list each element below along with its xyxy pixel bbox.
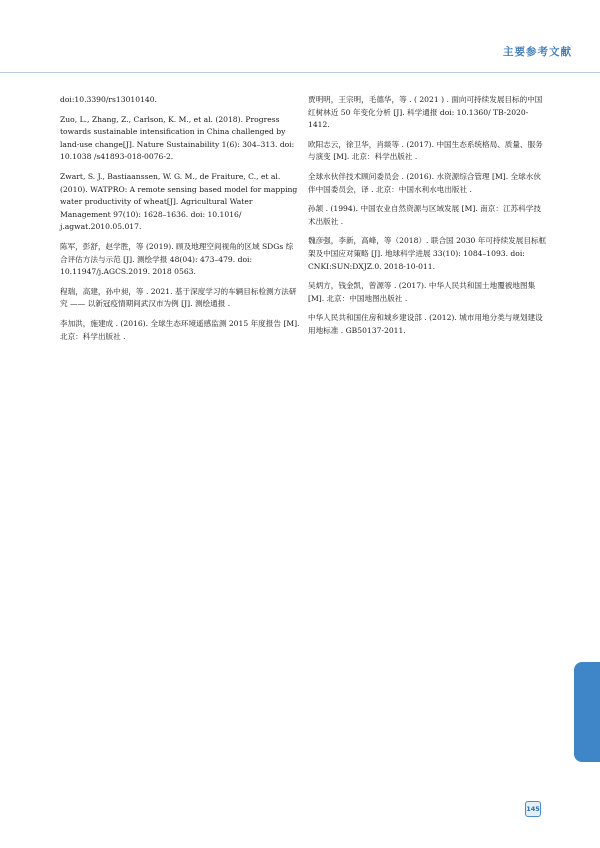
page-number: 145 [525,801,541,817]
reference-entry: 魏彦强，李新，高峰，等（2018）. 联合国 2030 年可持续发展目标框架及中国应对策略 [J]. 地球科学进展 33(10): 1084–1093. doi: CNKI:SUN:DXJZ.0. 2018-10-011. [308,236,547,271]
reference-entry: 全球水伙伴技术顾问委员会 . (2016). 水资源综合管理 [M]. 全球水伙伴中国委员会，译 . 北京：中国水利水电出版社 . [308,171,541,194]
reference-entry: Zwart, S. J., Bastiaanssen, W. G. M., de Fraiture, C., et al. (2010). WATPRO: A remote sensing based model for mapping water productivity of wheat[J]. Agricultural Water Management 97(10): 1628–1636. doi: 10.1016/ j.agwat.2010.05.017. [60,171,298,232]
reference-entry: 吴炳方，钱金凯，曾源等 . (2017). 中华人民共和国土地覆被地图集 [M]. 北京：中国地图出版社 . [308,281,536,303]
chapter-side-tab [574,662,600,762]
reference-entry: 陈军，彭舒，赵学胜，等 (2019). 顾及地理空间视角的区域 SDGs 综合评估方法与示范 [J]. 测绘学报 48(04): 473–479. doi: 10.11947/j.AGCS.2019. 2018 0563. [60,241,294,277]
reference-entry: 欧阳志云，徐卫华，肖燚等 . (2017). 中国生态系统格局、质量、服务与演变 [M]. 北京：科学出版社 . [308,139,543,162]
reference-entry: 中华人民共和国住房和城乡建设部 . (2012). 城市用地分类与规划建设用地标准 . GB50137-2011. [308,313,543,335]
references-left-column [60,94,300,350]
reference-entry: 孙颔 . (1994). 中国农业自然资源与区域发展 [M]. 南京：江苏科学技术出版社 . [308,204,541,226]
reference-entry: doi:10.3390/rs13010140. [60,95,157,104]
reference-entry: 李加洪，施建成 . (2016). 全球生态环境遥感监测 2015 年度报告 [M]. 北京：科学出版社 . [60,318,300,341]
header-divider [0,72,600,73]
reference-entry: 贾明明，王宗明，毛德华，等 . ( 2021 ) . 面向可持续发展目标的中国红树林近 50 年变化分析 [J]. 科学通报 doi: 10.1360/ TB-2020-1412. [308,95,543,130]
section-title: 主要参考文献 [503,46,572,58]
reference-entry: Zuo, L., Zhang, Z., Carlson, K. M., et al. (2018). Progress towards sustainable intensification in China challenged by land-use change[J]. Nature Sustainability 1(6): 304–313. doi: 10.1038 /s41893-018-0076-2. [60,114,295,162]
references-right-column [308,94,548,345]
reference-entry: 程瑞，高建，孙中昶，等 . 2021. 基于深度学习的车辆目标检测方法研究 —— 以新冠疫情期间武汉市为例 [J]. 测绘通报 . [60,286,297,309]
